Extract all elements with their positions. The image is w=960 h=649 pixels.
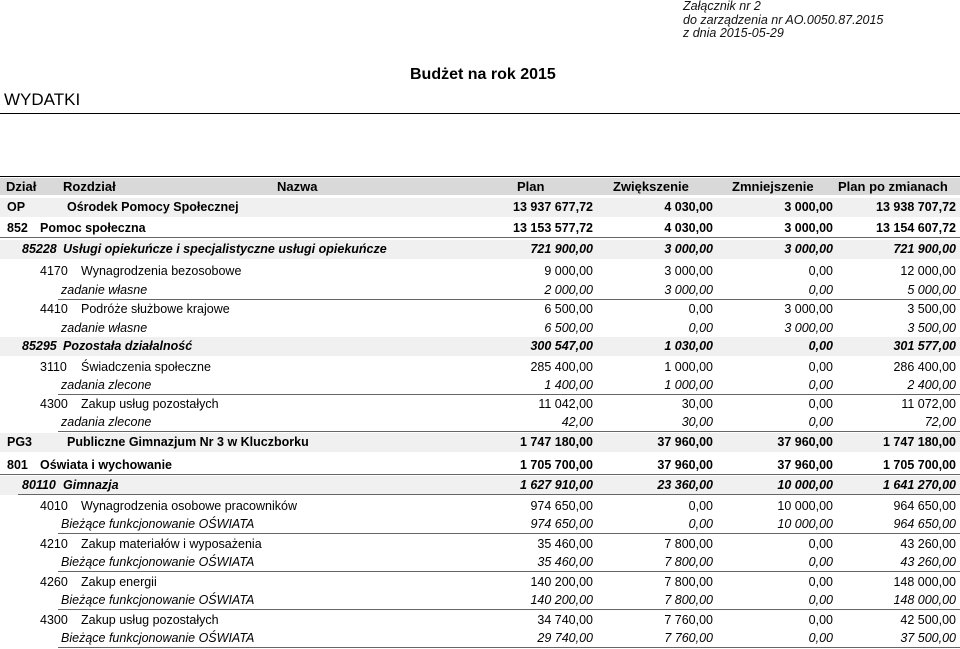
row-zwiekszenie: 30,00 xyxy=(681,397,713,411)
row-plan: 140 200,00 xyxy=(530,575,593,589)
row-zwiekszenie: 7 760,00 xyxy=(664,631,713,645)
row-zmniejszenie: 0,00 xyxy=(808,360,833,374)
divider-top xyxy=(0,113,960,114)
table-row xyxy=(0,219,960,238)
table-row xyxy=(0,281,960,300)
divider-bottom xyxy=(0,176,960,177)
row-zmniejszenie: 10 000,00 xyxy=(777,517,833,531)
attachment-line-1: Załącznik nr 2 xyxy=(683,0,761,13)
row-code: 4410 xyxy=(40,302,68,316)
table-row xyxy=(0,611,960,630)
row-zmniejszenie: 0,00 xyxy=(808,339,833,353)
row-zmniejszenie: 3 000,00 xyxy=(784,302,833,316)
table-row xyxy=(0,629,960,648)
table-row xyxy=(0,515,960,534)
row-zmniejszenie: 0,00 xyxy=(808,575,833,589)
row-plan: 1 747 180,00 xyxy=(520,435,593,449)
row-zmniejszenie: 0,00 xyxy=(808,593,833,607)
row-zmniejszenie: 0,00 xyxy=(808,537,833,551)
row-zmniejszenie: 3 000,00 xyxy=(784,200,833,214)
row-name: Wynagrodzenia osobowe pracowników xyxy=(81,499,297,513)
table-row xyxy=(0,240,960,259)
row-po-zmianach: 72,00 xyxy=(924,415,956,429)
row-underline xyxy=(58,609,960,610)
row-po-zmianach: 3 500,00 xyxy=(907,321,956,335)
row-underline xyxy=(18,494,960,495)
row-zwiekszenie: 3 000,00 xyxy=(664,283,713,297)
row-name: Bieżące funkcjonowanie OŚWIATA xyxy=(61,631,255,645)
row-zwiekszenie: 37 960,00 xyxy=(657,435,713,449)
row-name: Publiczne Gimnazjum Nr 3 w Kluczborku xyxy=(67,435,309,449)
row-plan: 285 400,00 xyxy=(530,360,593,374)
row-po-zmianach: 12 000,00 xyxy=(900,264,956,278)
row-po-zmianach: 148 000,00 xyxy=(893,575,956,589)
row-zmniejszenie: 0,00 xyxy=(808,555,833,569)
header-zwiekszenie: Zwiększenie xyxy=(613,179,689,194)
row-name: Bieżące funkcjonowanie OŚWIATA xyxy=(61,555,255,569)
section-title: WYDATKI xyxy=(4,90,81,109)
row-plan: 1 627 910,00 xyxy=(520,478,593,492)
row-name: Oświata i wychowanie xyxy=(40,458,172,472)
row-po-zmianach: 286 400,00 xyxy=(893,360,956,374)
table-row xyxy=(0,395,960,414)
table-row xyxy=(0,300,960,319)
row-po-zmianach: 301 577,00 xyxy=(893,339,956,353)
row-zwiekszenie: 1 030,00 xyxy=(664,339,713,353)
row-name: Usługi opiekuńcze i specjalistyczne usługi opiekuńcze xyxy=(63,242,387,256)
row-plan: 1 400,00 xyxy=(544,378,593,392)
row-po-zmianach: 37 500,00 xyxy=(900,631,956,645)
row-po-zmianach: 721 900,00 xyxy=(893,242,956,256)
row-zwiekszenie: 7 760,00 xyxy=(664,613,713,627)
table-row xyxy=(0,198,960,217)
row-name: Gimnazja xyxy=(63,478,119,492)
row-zwiekszenie: 7 800,00 xyxy=(664,593,713,607)
page-title: Budżet na rok 2015 xyxy=(410,66,556,83)
row-po-zmianach: 3 500,00 xyxy=(907,302,956,316)
row-zmniejszenie: 10 000,00 xyxy=(777,499,833,513)
table-row xyxy=(0,433,960,452)
row-po-zmianach: 5 000,00 xyxy=(907,283,956,297)
row-po-zmianach: 42 500,00 xyxy=(900,613,956,627)
row-zwiekszenie: 0,00 xyxy=(688,321,713,335)
row-name: zadania zlecone xyxy=(61,378,152,392)
row-zwiekszenie: 0,00 xyxy=(688,499,713,513)
row-code: 4300 xyxy=(40,613,68,627)
header-plan-po-zmianach: Plan po zmianach xyxy=(838,179,948,194)
row-plan: 6 500,00 xyxy=(544,302,593,316)
row-plan: 9 000,00 xyxy=(544,264,593,278)
row-zmniejszenie: 0,00 xyxy=(808,397,833,411)
row-zmniejszenie: 0,00 xyxy=(808,631,833,645)
row-zwiekszenie: 30,00 xyxy=(681,415,713,429)
row-zwiekszenie: 7 800,00 xyxy=(664,575,713,589)
header-rozdzial: Rozdział xyxy=(63,179,116,194)
row-plan: 300 547,00 xyxy=(530,339,593,353)
row-zwiekszenie: 7 800,00 xyxy=(664,555,713,569)
attachment-note xyxy=(683,0,883,41)
row-plan: 13 937 677,72 xyxy=(513,200,593,214)
row-zmniejszenie: 0,00 xyxy=(808,264,833,278)
table-row xyxy=(0,573,960,592)
row-code: PG3 xyxy=(7,435,33,449)
table-row xyxy=(0,476,960,495)
row-underline xyxy=(58,533,960,534)
row-plan: 11 042,00 xyxy=(538,397,593,411)
row-code: 3110 xyxy=(40,360,67,374)
row-code: 4010 xyxy=(40,499,68,513)
row-code: OP xyxy=(7,200,26,214)
row-underline xyxy=(0,237,960,238)
row-zwiekszenie: 1 000,00 xyxy=(664,360,713,374)
attachment-line-2: do zarządzenia nr AO.0050.87.2015 xyxy=(683,12,884,27)
row-plan: 29 740,00 xyxy=(537,631,593,645)
row-code: 4210 xyxy=(40,537,68,551)
table-header xyxy=(0,178,960,195)
row-name: Zakup usług pozostałych xyxy=(81,613,219,627)
row-underline xyxy=(58,431,960,432)
row-name: Bieżące funkcjonowanie OŚWIATA xyxy=(61,593,255,607)
table-row xyxy=(0,358,960,377)
row-po-zmianach: 1 705 700,00 xyxy=(883,458,956,472)
row-name: Świadczenia społeczne xyxy=(81,360,211,374)
row-plan: 140 200,00 xyxy=(530,593,593,607)
row-zmniejszenie: 0,00 xyxy=(808,378,833,392)
row-code: 80110 xyxy=(22,478,56,492)
row-plan: 6 500,00 xyxy=(544,321,593,335)
row-name: Wynagrodzenia bezosobowe xyxy=(81,264,242,278)
row-po-zmianach: 964 650,00 xyxy=(893,517,956,531)
row-name: zadania zlecone xyxy=(61,415,152,429)
row-po-zmianach: 148 000,00 xyxy=(893,593,956,607)
row-code: 801 xyxy=(7,458,28,472)
row-zmniejszenie: 3 000,00 xyxy=(784,321,833,335)
row-name: Pozostała działalność xyxy=(63,339,193,353)
row-plan: 13 153 577,72 xyxy=(513,221,593,235)
row-plan: 34 740,00 xyxy=(537,613,593,627)
row-zmniejszenie: 0,00 xyxy=(808,283,833,297)
row-plan: 721 900,00 xyxy=(530,242,593,256)
row-underline xyxy=(58,647,960,648)
table-row xyxy=(0,376,960,395)
row-name: Bieżące funkcjonowanie OŚWIATA xyxy=(61,517,255,531)
table-row xyxy=(0,591,960,610)
row-zwiekszenie: 3 000,00 xyxy=(664,242,713,256)
row-code: 852 xyxy=(7,221,28,235)
row-zmniejszenie: 0,00 xyxy=(808,415,833,429)
row-zmniejszenie: 3 000,00 xyxy=(784,242,833,256)
row-zwiekszenie: 37 960,00 xyxy=(657,458,713,472)
table-row xyxy=(0,319,960,338)
row-zwiekszenie: 4 030,00 xyxy=(664,200,713,214)
table-row xyxy=(0,497,960,516)
row-underline xyxy=(0,474,960,475)
row-plan: 42,00 xyxy=(561,415,593,429)
row-plan: 974 650,00 xyxy=(530,499,593,513)
row-po-zmianach: 43 260,00 xyxy=(900,537,956,551)
row-po-zmianach: 13 938 707,72 xyxy=(876,200,956,214)
row-zwiekszenie: 0,00 xyxy=(688,517,713,531)
table-row xyxy=(0,413,960,432)
row-zwiekszenie: 7 800,00 xyxy=(664,537,713,551)
row-po-zmianach: 964 650,00 xyxy=(893,499,956,513)
row-po-zmianach: 11 072,00 xyxy=(901,397,956,411)
row-po-zmianach: 1 641 270,00 xyxy=(883,478,956,492)
row-name: Zakup energii xyxy=(81,575,157,589)
row-code: 4170 xyxy=(40,264,68,278)
row-zmniejszenie: 0,00 xyxy=(808,613,833,627)
table-row xyxy=(0,337,960,356)
row-code: 4260 xyxy=(40,575,68,589)
row-zmniejszenie: 10 000,00 xyxy=(777,478,833,492)
row-code: 4300 xyxy=(40,397,68,411)
row-plan: 35 460,00 xyxy=(537,555,593,569)
table-row xyxy=(0,553,960,572)
row-code: 85295 xyxy=(22,339,57,353)
row-zwiekszenie: 3 000,00 xyxy=(664,264,713,278)
row-zwiekszenie: 23 360,00 xyxy=(657,478,713,492)
row-name: Zakup materiałów i wyposażenia xyxy=(81,537,262,551)
row-zmniejszenie: 3 000,00 xyxy=(784,221,833,235)
row-name: zadanie własne xyxy=(61,283,148,297)
row-po-zmianach: 2 400,00 xyxy=(907,378,956,392)
row-name: Podróże służbowe krajowe xyxy=(81,302,230,316)
row-po-zmianach: 43 260,00 xyxy=(900,555,956,569)
row-zmniejszenie: 37 960,00 xyxy=(777,435,833,449)
row-plan: 974 650,00 xyxy=(530,517,593,531)
attachment-line-3: z dnia 2015-05-29 xyxy=(683,26,784,40)
row-zwiekszenie: 4 030,00 xyxy=(664,221,713,235)
table-row xyxy=(0,262,960,281)
table-row xyxy=(0,456,960,475)
row-name: Ośrodek Pomocy Społecznej xyxy=(67,200,239,214)
row-name: Zakup usług pozostałych xyxy=(81,397,219,411)
header-dzial: Dział xyxy=(6,179,37,194)
row-zmniejszenie: 37 960,00 xyxy=(777,458,833,472)
header-nazwa: Nazwa xyxy=(277,179,318,194)
row-underline xyxy=(58,571,960,572)
row-plan: 35 460,00 xyxy=(537,537,593,551)
row-po-zmianach: 1 747 180,00 xyxy=(883,435,956,449)
table-row xyxy=(0,535,960,554)
row-po-zmianach: 13 154 607,72 xyxy=(876,221,956,235)
row-name: Pomoc społeczna xyxy=(40,221,146,235)
header-zmniejszenie: Zmniejszenie xyxy=(732,179,814,194)
row-name: zadanie własne xyxy=(61,321,148,335)
row-zwiekszenie: 1 000,00 xyxy=(664,378,713,392)
row-plan: 1 705 700,00 xyxy=(520,458,593,472)
row-plan: 2 000,00 xyxy=(544,283,593,297)
row-code: 85228 xyxy=(22,242,57,256)
header-plan: Plan xyxy=(517,179,545,194)
row-zwiekszenie: 0,00 xyxy=(688,302,713,316)
